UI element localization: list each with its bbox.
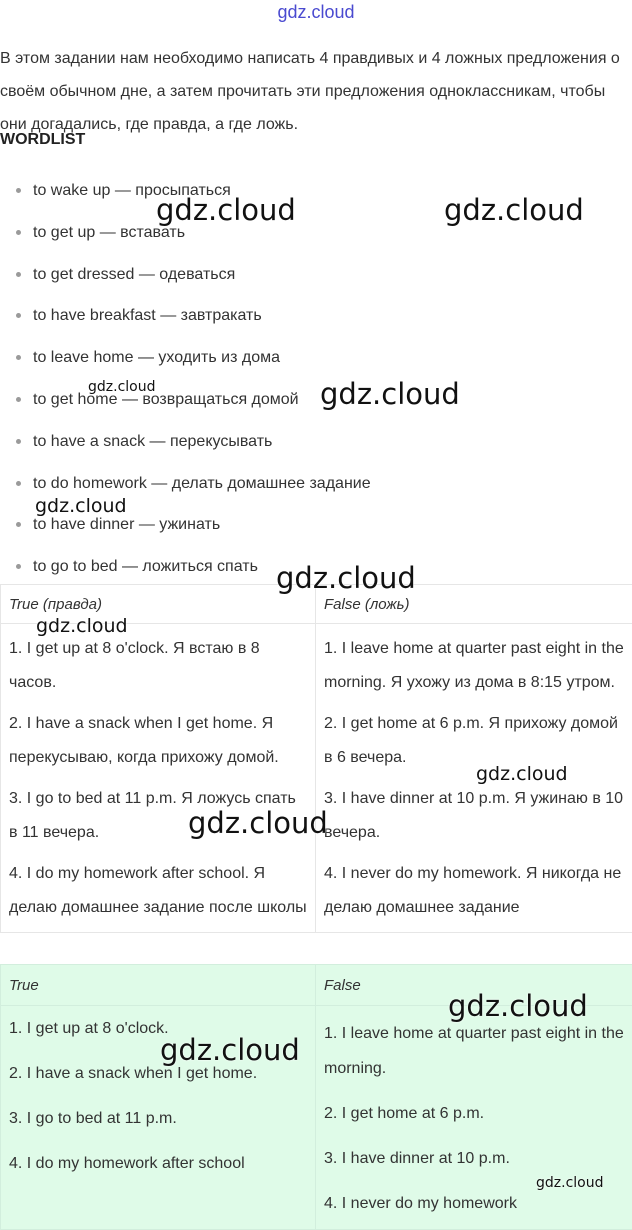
false-statements-cell: [316, 624, 632, 933]
true-statement: 4. I do my homework after school. Я делаю домашнее задание после школы: [9, 857, 307, 924]
true-statement: 2. I have a snack when I get home.: [9, 1061, 307, 1086]
wordlist-item: [0, 295, 632, 337]
watermark: gdz.cloud: [160, 1033, 300, 1067]
column-header-true: True (правда): [1, 585, 316, 624]
wordlist-item-text: to leave home — уходить из дома: [33, 349, 280, 366]
bullet-icon: [16, 230, 21, 235]
bullet-icon: [16, 564, 21, 569]
wordlist-item-text: to get home — возвращаться домой: [33, 391, 299, 408]
watermark: gdz.cloud: [88, 379, 155, 395]
watermark: gdz.cloud: [444, 193, 584, 227]
wordlist-item-text: to have breakfast — завтракать: [33, 307, 262, 324]
watermark: gdz.cloud: [476, 763, 568, 785]
column-header-false: False (ложь): [316, 585, 632, 624]
true-statement: 1. I get up at 8 o'clock. Я встаю в 8 часов.: [9, 632, 307, 699]
false-statement: 4. I never do my homework: [324, 1186, 624, 1221]
false-statements-cell: [316, 1006, 632, 1230]
false-statement: 3. I have dinner at 10 p.m.: [324, 1141, 624, 1176]
false-statement: 1. I leave home at quarter past eight in the morning. Я ухожу из дома в 8:15 утром.: [324, 632, 624, 699]
wordlist-item-text: to do homework — делать домашнее задание: [33, 475, 371, 492]
bullet-icon: [16, 439, 21, 444]
false-statement: 2. I get home at 6 p.m.: [324, 1096, 624, 1131]
true-statement: 3. I go to bed at 11 p.m. Я ложусь спать в 11 вечера.: [9, 782, 307, 849]
watermark: gdz.cloud: [35, 495, 127, 517]
true-statements-cell: [1, 624, 316, 933]
wordlist-title: WORDLIST: [0, 128, 85, 152]
true-statement: 1. I get up at 8 o'clock.: [9, 1016, 307, 1041]
bullet-icon: [16, 272, 21, 277]
watermark: gdz.cloud: [36, 615, 128, 637]
bullet-icon: [16, 313, 21, 318]
bullet-icon: [16, 522, 21, 527]
wordlist-item-text: to go to bed — ложиться спать: [33, 558, 258, 575]
site-watermark-header: gdz.cloud: [0, 0, 632, 26]
bullet-icon: [16, 397, 21, 402]
bullet-icon: [16, 481, 21, 486]
watermark: gdz.cloud: [448, 989, 588, 1023]
false-statement: 3. I have dinner at 10 p.m. Я ужинаю в 10 вечера.: [324, 782, 624, 849]
watermark: gdz.cloud: [156, 193, 296, 227]
wordlist-item: [0, 337, 632, 379]
column-header-false: False: [316, 965, 632, 1006]
true-statement: 2. I have a snack when I get home. Я перекусываю, когда прихожу домой.: [9, 707, 307, 774]
wordlist-item-text: to have a snack — перекусывать: [33, 433, 272, 450]
watermark: gdz.cloud: [188, 806, 328, 840]
wordlist-item-text: to wake up — просыпаться: [33, 182, 231, 199]
wordlist-item: [0, 254, 632, 296]
true-statement: 3. I go to bed at 11 p.m.: [9, 1106, 307, 1131]
false-statement: 1. I leave home at quarter past eight in the morning.: [324, 1016, 624, 1086]
true-statement: 4. I do my homework after school: [9, 1151, 307, 1176]
wordlist-item-text: to have dinner — ужинать: [33, 516, 220, 533]
watermark: gdz.cloud: [276, 561, 416, 595]
wordlist-item-text: to get dressed — одеваться: [33, 266, 235, 283]
watermark: gdz.cloud: [536, 1175, 603, 1191]
bullet-icon: [16, 355, 21, 360]
column-header-true: True: [1, 965, 316, 1006]
false-statement: 4. I never do my homework. Я никогда не делаю домашнее задание: [324, 857, 624, 924]
watermark: gdz.cloud: [320, 377, 460, 411]
wordlist-item: [0, 421, 632, 463]
table-row: [1, 1006, 632, 1230]
wordlist-item-text: to get up — вставать: [33, 224, 185, 241]
false-statement: 2. I get home at 6 p.m. Я прихожу домой в 6 вечера.: [324, 707, 624, 774]
bullet-icon: [16, 188, 21, 193]
task-description: В этом задании нам необходимо написать 4 правдивых и 4 ложных предложения о своём обычном дне, а затем прочитать эти предложения одноклассникам, чтобы они догадались, где правда, а где ложь.: [0, 42, 626, 141]
